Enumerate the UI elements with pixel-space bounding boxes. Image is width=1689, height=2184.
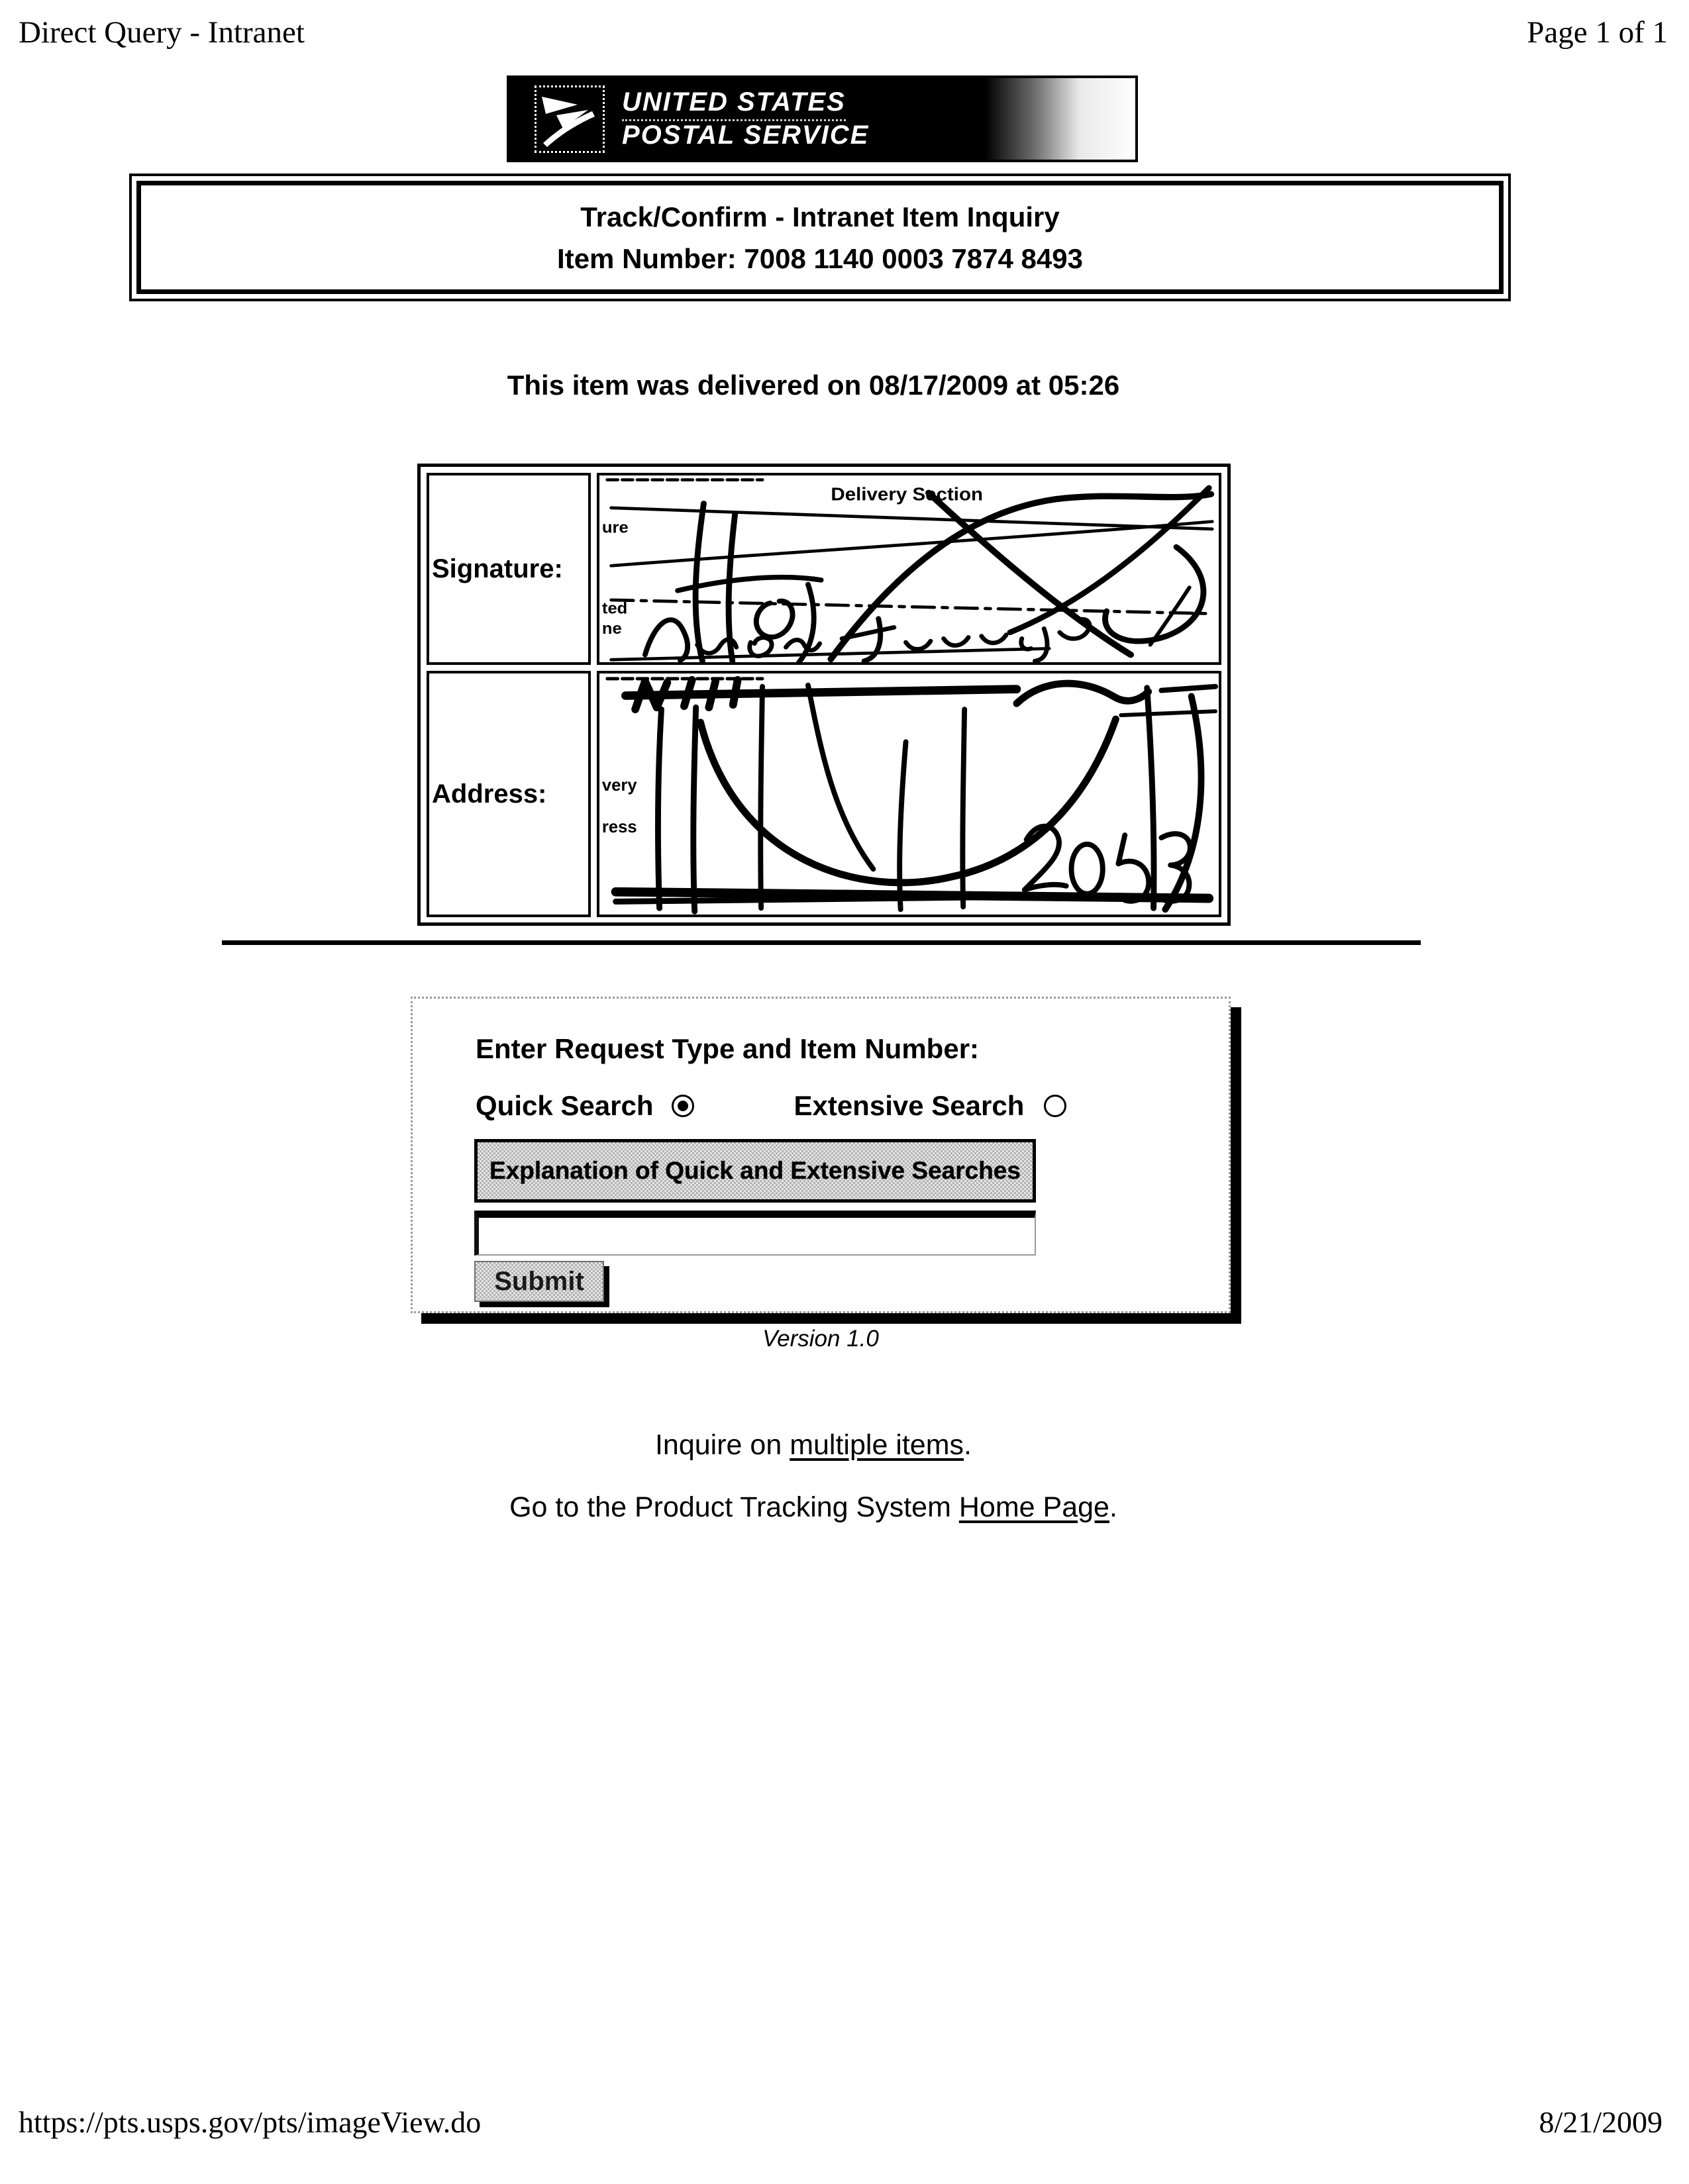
title-box (129, 174, 1511, 301)
inquire-suffix: . (964, 1429, 972, 1461)
usps-wordmark-line1: UNITED STATES (622, 88, 846, 121)
goto-suffix: . (1109, 1491, 1117, 1523)
scan-fragment-ne: ne (601, 619, 622, 638)
print-footer-url: https://pts.usps.gov/pts/imageView.do (19, 2105, 482, 2139)
horizontal-divider (222, 940, 1421, 945)
signature-label: Signature: (427, 473, 591, 665)
version-text: Version 1.0 (762, 1326, 879, 1352)
request-form-panel (411, 997, 1231, 1313)
table-row-signature (427, 473, 1221, 665)
scan-fragment-ted: ted (601, 599, 628, 618)
table-row-address (427, 671, 1221, 917)
inquire-line (0, 1429, 1627, 1462)
search-type-radio-group (476, 1090, 1066, 1122)
usps-banner (507, 75, 1138, 162)
usps-eagle-icon (535, 85, 605, 153)
scan-fragment-ress: ress (601, 818, 637, 837)
submit-button[interactable]: Submit (474, 1261, 604, 1302)
address-scan-image (597, 671, 1221, 917)
item-number-line: Item Number: 7008 1140 0003 7874 8493 (557, 242, 1083, 274)
inquire-prefix: Inquire on (654, 1429, 790, 1461)
usps-wordmark-line2: POSTAL SERVICE (622, 121, 870, 150)
usps-wordmark (622, 88, 869, 150)
quick-search-label: Quick Search (476, 1090, 654, 1121)
scan-fragment-very: very (601, 776, 637, 795)
print-footer-date: 8/21/2009 (1539, 2105, 1663, 2139)
extensive-search-radio[interactable] (1044, 1095, 1066, 1117)
multiple-items-link[interactable]: multiple items (790, 1429, 964, 1461)
signature-scan-image (597, 473, 1221, 665)
home-page-line (0, 1491, 1627, 1524)
print-header-title: Direct Query - Intranet (19, 15, 305, 50)
goto-prefix: Go to the Product Tracking System (509, 1491, 959, 1523)
extensive-search-label: Extensive Search (793, 1090, 1025, 1121)
print-header-page-number: Page 1 of 1 (1527, 15, 1668, 50)
quick-search-radio[interactable] (672, 1095, 694, 1117)
home-page-link[interactable]: Home Page (958, 1491, 1109, 1523)
form-heading: Enter Request Type and Item Number: (476, 1033, 980, 1064)
address-label: Address: (427, 671, 591, 917)
scan-fragment-ure: ure (601, 518, 629, 537)
explanation-button[interactable]: Explanation of Quick and Extensive Searches (474, 1139, 1036, 1203)
scan-delivery-section-text: Delivery Section (831, 484, 984, 505)
item-number-input[interactable] (474, 1211, 1036, 1256)
page-title: Track/Confirm - Intranet Item Inquiry (580, 201, 1060, 232)
title-box-inner (136, 181, 1504, 294)
delivery-status: This item was delivered on 08/17/2009 at 05:26 (507, 370, 1120, 401)
delivery-result-table (417, 464, 1231, 926)
